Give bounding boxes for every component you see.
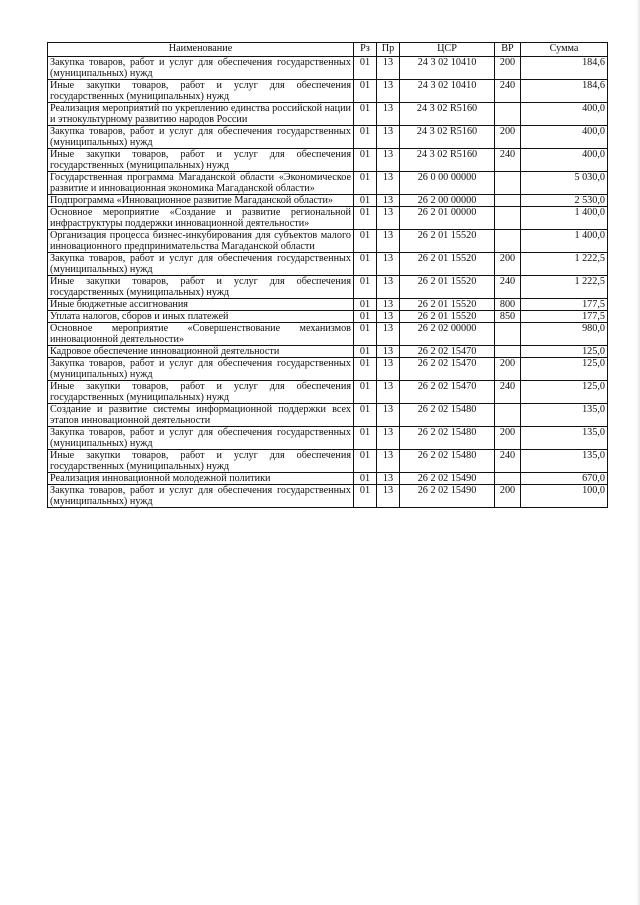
row-csr: 24 3 02 R5160: [400, 149, 495, 172]
row-vr: 200: [495, 253, 521, 276]
row-csr: 24 3 02 10410: [400, 80, 495, 103]
row-sum: 670,0: [521, 473, 608, 485]
row-name: Иные бюджетные ассигнования: [48, 299, 354, 311]
row-vr: 240: [495, 276, 521, 299]
table-row: [48, 358, 608, 381]
scan-edge-shadow: [636, 0, 640, 905]
table-row: [48, 103, 608, 126]
row-csr: 26 2 02 00000: [400, 323, 495, 346]
table-row: [48, 381, 608, 404]
row-rz: 01: [354, 404, 377, 427]
row-pr: 13: [377, 57, 400, 80]
row-vr: 200: [495, 358, 521, 381]
row-name: Уплата налогов, сборов и иных платежей: [48, 311, 354, 323]
table-row: [48, 126, 608, 149]
row-rz: 01: [354, 126, 377, 149]
row-name: Закупка товаров, работ и услуг для обеспечения государственных (муниципальных) нужд: [48, 57, 354, 80]
row-vr: 200: [495, 57, 521, 80]
row-pr: 13: [377, 195, 400, 207]
row-rz: 01: [354, 276, 377, 299]
row-name: Реализация инновационной молодежной политики: [48, 473, 354, 485]
row-name: Иные закупки товаров, работ и услуг для обеспечения государственных (муниципальных) нужд: [48, 149, 354, 172]
row-rz: 01: [354, 346, 377, 358]
table-row: [48, 323, 608, 346]
row-csr: 26 2 01 00000: [400, 207, 495, 230]
row-csr: 26 2 01 15520: [400, 311, 495, 323]
row-vr: 200: [495, 427, 521, 450]
row-sum: 184,6: [521, 57, 608, 80]
table-row: [48, 299, 608, 311]
row-csr: 26 0 00 00000: [400, 172, 495, 195]
table-row: [48, 427, 608, 450]
row-csr: 26 2 02 15480: [400, 450, 495, 473]
row-vr: [495, 230, 521, 253]
header-vr: ВР: [495, 43, 521, 57]
row-pr: 13: [377, 207, 400, 230]
row-rz: 01: [354, 230, 377, 253]
row-sum: 400,0: [521, 126, 608, 149]
row-csr: 26 2 01 15520: [400, 276, 495, 299]
row-sum: 184,6: [521, 80, 608, 103]
row-csr: 24 3 02 R5160: [400, 103, 495, 126]
row-rz: 01: [354, 473, 377, 485]
row-sum: 125,0: [521, 346, 608, 358]
table-row: [48, 172, 608, 195]
table-row: [48, 195, 608, 207]
row-sum: 135,0: [521, 450, 608, 473]
row-name: Закупка товаров, работ и услуг для обеспечения государственных (муниципальных) нужд: [48, 427, 354, 450]
row-csr: 26 2 02 15470: [400, 346, 495, 358]
row-vr: 800: [495, 299, 521, 311]
row-sum: 125,0: [521, 381, 608, 404]
row-name: Иные закупки товаров, работ и услуг для обеспечения государственных (муниципальных) нужд: [48, 381, 354, 404]
row-rz: 01: [354, 323, 377, 346]
row-name: Закупка товаров, работ и услуг для обеспечения государственных (муниципальных) нужд: [48, 358, 354, 381]
table-row: [48, 311, 608, 323]
row-csr: 26 2 02 15480: [400, 427, 495, 450]
header-csr: ЦСР: [400, 43, 495, 57]
row-name: Иные закупки товаров, работ и услуг для обеспечения государственных (муниципальных) нужд: [48, 80, 354, 103]
row-vr: [495, 346, 521, 358]
row-rz: 01: [354, 427, 377, 450]
row-pr: 13: [377, 311, 400, 323]
row-sum: 135,0: [521, 404, 608, 427]
row-vr: [495, 473, 521, 485]
row-vr: [495, 404, 521, 427]
row-pr: 13: [377, 80, 400, 103]
row-rz: 01: [354, 195, 377, 207]
row-sum: 2 530,0: [521, 195, 608, 207]
row-sum: 100,0: [521, 485, 608, 508]
row-sum: 400,0: [521, 149, 608, 172]
table-row: [48, 404, 608, 427]
row-vr: [495, 172, 521, 195]
row-pr: 13: [377, 450, 400, 473]
table-row: [48, 80, 608, 103]
row-pr: 13: [377, 172, 400, 195]
row-csr: 24 3 02 R5160: [400, 126, 495, 149]
row-rz: 01: [354, 80, 377, 103]
row-vr: [495, 103, 521, 126]
row-pr: 13: [377, 230, 400, 253]
row-sum: 400,0: [521, 103, 608, 126]
table-row: [48, 346, 608, 358]
table-body: [48, 57, 608, 508]
row-pr: 13: [377, 358, 400, 381]
row-rz: 01: [354, 103, 377, 126]
row-name: Реализация мероприятий по укреплению единства российской нации и этнокультурному развитию народов России: [48, 103, 354, 126]
row-vr: 240: [495, 149, 521, 172]
row-sum: 1 400,0: [521, 230, 608, 253]
header-rz: Рз: [354, 43, 377, 57]
table-row: [48, 276, 608, 299]
table-row: [48, 207, 608, 230]
table-row: [48, 57, 608, 80]
table-row: [48, 450, 608, 473]
row-rz: 01: [354, 57, 377, 80]
row-vr: 200: [495, 485, 521, 508]
table-row: [48, 253, 608, 276]
row-pr: 13: [377, 473, 400, 485]
row-pr: 13: [377, 323, 400, 346]
header-name: Наименование: [48, 43, 354, 57]
row-csr: 26 2 01 15520: [400, 230, 495, 253]
row-name: Закупка товаров, работ и услуг для обеспечения государственных (муниципальных) нужд: [48, 126, 354, 149]
row-rz: 01: [354, 207, 377, 230]
row-csr: 26 2 01 15520: [400, 299, 495, 311]
row-name: Подпрограмма «Инновационное развитие Магаданской области»: [48, 195, 354, 207]
row-rz: 01: [354, 450, 377, 473]
table-row: [48, 485, 608, 508]
row-rz: 01: [354, 358, 377, 381]
row-sum: 125,0: [521, 358, 608, 381]
row-name: Иные закупки товаров, работ и услуг для обеспечения государственных (муниципальных) нужд: [48, 276, 354, 299]
row-sum: 1 222,5: [521, 253, 608, 276]
row-name: Закупка товаров, работ и услуг для обеспечения государственных (муниципальных) нужд: [48, 485, 354, 508]
row-name: Основное мероприятие «Совершенствование механизмов инновационной деятельности»: [48, 323, 354, 346]
row-rz: 01: [354, 299, 377, 311]
row-pr: 13: [377, 149, 400, 172]
row-vr: [495, 323, 521, 346]
budget-table: [47, 42, 608, 508]
header-pr: Пр: [377, 43, 400, 57]
row-sum: 1 222,5: [521, 276, 608, 299]
row-vr: [495, 195, 521, 207]
row-pr: 13: [377, 299, 400, 311]
row-csr: 26 2 02 15490: [400, 485, 495, 508]
row-vr: 240: [495, 450, 521, 473]
row-vr: 240: [495, 381, 521, 404]
row-pr: 13: [377, 126, 400, 149]
row-csr: 26 2 00 00000: [400, 195, 495, 207]
row-vr: [495, 207, 521, 230]
row-sum: 135,0: [521, 427, 608, 450]
row-pr: 13: [377, 103, 400, 126]
row-csr: 26 2 02 15490: [400, 473, 495, 485]
row-csr: 24 3 02 10410: [400, 57, 495, 80]
row-name: Создание и развитие системы информационной поддержки всех этапов инновационной деятельности: [48, 404, 354, 427]
row-rz: 01: [354, 149, 377, 172]
row-sum: 177,5: [521, 299, 608, 311]
row-vr: 850: [495, 311, 521, 323]
row-pr: 13: [377, 485, 400, 508]
table-row: [48, 473, 608, 485]
row-rz: 01: [354, 381, 377, 404]
row-name: Организация процесса бизнес-инкубирования для субъектов малого инновационного предпринимательства Магаданской области: [48, 230, 354, 253]
row-rz: 01: [354, 172, 377, 195]
row-rz: 01: [354, 485, 377, 508]
row-sum: 5 030,0: [521, 172, 608, 195]
row-pr: 13: [377, 381, 400, 404]
row-csr: 26 2 02 15480: [400, 404, 495, 427]
row-pr: 13: [377, 427, 400, 450]
row-pr: 13: [377, 346, 400, 358]
row-name: Основное мероприятие «Создание и развитие региональной инфраструктуры поддержки инновационной деятельности»: [48, 207, 354, 230]
row-name: Кадровое обеспечение инновационной деятельности: [48, 346, 354, 358]
table-row: [48, 149, 608, 172]
row-name: Иные закупки товаров, работ и услуг для обеспечения государственных (муниципальных) нужд: [48, 450, 354, 473]
row-csr: 26 2 01 15520: [400, 253, 495, 276]
row-sum: 177,5: [521, 311, 608, 323]
row-rz: 01: [354, 253, 377, 276]
row-csr: 26 2 02 15470: [400, 381, 495, 404]
row-csr: 26 2 02 15470: [400, 358, 495, 381]
row-sum: 980,0: [521, 323, 608, 346]
row-pr: 13: [377, 276, 400, 299]
row-name: Государственная программа Магаданской области «Экономическое развитие и инновационная экономика Магаданской области»: [48, 172, 354, 195]
table-row: [48, 230, 608, 253]
row-pr: 13: [377, 253, 400, 276]
row-sum: 1 400,0: [521, 207, 608, 230]
row-vr: 200: [495, 126, 521, 149]
table-header-row: [48, 43, 608, 57]
row-vr: 240: [495, 80, 521, 103]
row-pr: 13: [377, 404, 400, 427]
row-rz: 01: [354, 311, 377, 323]
row-name: Закупка товаров, работ и услуг для обеспечения государственных (муниципальных) нужд: [48, 253, 354, 276]
header-sum: Сумма: [521, 43, 608, 57]
